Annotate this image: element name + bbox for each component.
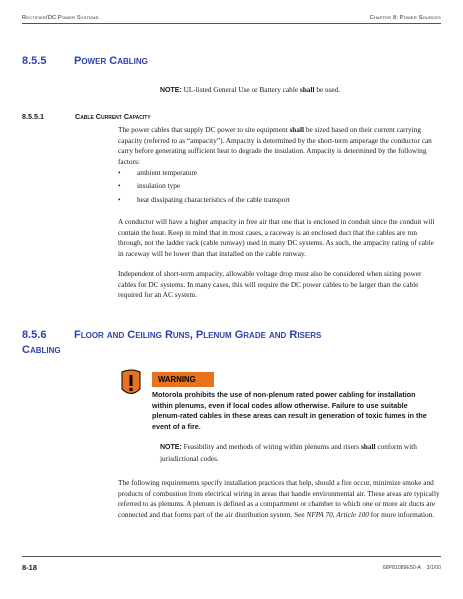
footer-doc-info [383, 565, 441, 571]
paragraph-text: The following requirements specify installation practices that help, should a fire occur, minimize smoke and products of combustion from electrical wiring in areas that handle environmental air. These areas are typically referred to as plenums. A plenum is defined as a compartment or chamber to which one or more air ducts are connected and that forms part of the air distribution system. See [118, 478, 440, 519]
paragraph-text-end: for more information. [368, 509, 435, 519]
note-emphasis: shall [299, 85, 315, 94]
list-item: • heat dissipating characteristics of the cable transport [118, 193, 438, 206]
subsection-title: Cable Current Capacity [75, 112, 151, 121]
footer-rule [22, 556, 441, 557]
paragraph-text: The power cables that supply DC power to site equipment [118, 125, 290, 134]
note-text: Feasibility and methods of wiring within plenums and risers [181, 442, 361, 451]
running-header-left: Rectifier/DC Power Systems [22, 15, 99, 21]
paragraph-voltage-drop: Independent of short-term ampacity, allowable voltage drop must also be considered when sizing power cables for DC systems. In many cases, this will require the DC power cables to be larger than the cable required for an AC system. [118, 269, 422, 300]
page-number: 8-18 [22, 563, 38, 572]
document-id: 68P81089E50-A [382, 565, 421, 571]
paragraph-plenum-requirements [118, 478, 440, 520]
warning-exclamation-icon [120, 369, 142, 397]
section-heading-855 [22, 55, 148, 67]
note-label: NOTE: [160, 444, 182, 451]
paragraph-conduit: A conductor will have a higher ampacity in free air that one that is enclosed in conduit since the conduit will contain the heat. Keep in mind that in most cases, a raceway is an enclosed duct that the cables are run through, not the ladder rack (cable runway) used in many DC systems. As such, the ampacity rating of cable in raceway will be lower than that installed on the cable runway. [118, 217, 435, 258]
warning-text: Motorola prohibits the use of non-plenum rated power cabling for installation within plenums, even if local codes allow otherwise. Failure to use suitable plenum-rated cables in these areas can result in generation of toxic fumes in the event of a fire. [152, 390, 427, 432]
section-heading-856 [22, 328, 321, 358]
running-header-right: Chapter 8: Power Sources [369, 15, 441, 21]
list-item: • insulation type [118, 179, 438, 192]
paragraph-emphasis: shall [289, 125, 305, 134]
section-title: Power Cabling [74, 55, 148, 67]
note-text: UL-listed General Use or Battery cable [181, 85, 300, 94]
section-number: 8.5.6 [22, 329, 47, 341]
subsection-number: 8.5.5.1 [22, 112, 44, 121]
reference-citation: NFPA 70, Article 100 [306, 509, 369, 519]
paragraph-ampacity-intro [118, 125, 440, 167]
ampacity-factor-list [118, 166, 438, 206]
section-title-line2: Cabling [22, 344, 61, 356]
document-date: 3/1/00 [426, 565, 441, 571]
note-text-end: be used. [314, 85, 341, 94]
section-title-line1: Floor and Ceiling Runs, Plenum Grade and Risers [74, 329, 322, 341]
subsection-heading-8551 [22, 112, 151, 121]
note-text-end: conform with jurisdictional codes. [160, 442, 417, 463]
note-label: NOTE: [160, 87, 182, 94]
list-item: • ambient temperature [118, 166, 438, 179]
warning-label: WARNING [152, 372, 214, 387]
header-rule [22, 23, 441, 24]
note-plenum-codes [160, 442, 440, 464]
paragraph-text-end: be sized based on their current carrying capacity (referred to as “ampacity”). Ampacity is determined by the short-term amperage the conductor can carry before generating sufficient heat to degrade the insulation. Ampacity is determined by the following factors: [118, 125, 432, 166]
note-emphasis: shall [360, 442, 376, 451]
note-ul-cable [160, 85, 440, 97]
section-number: 8.5.5 [22, 55, 47, 67]
